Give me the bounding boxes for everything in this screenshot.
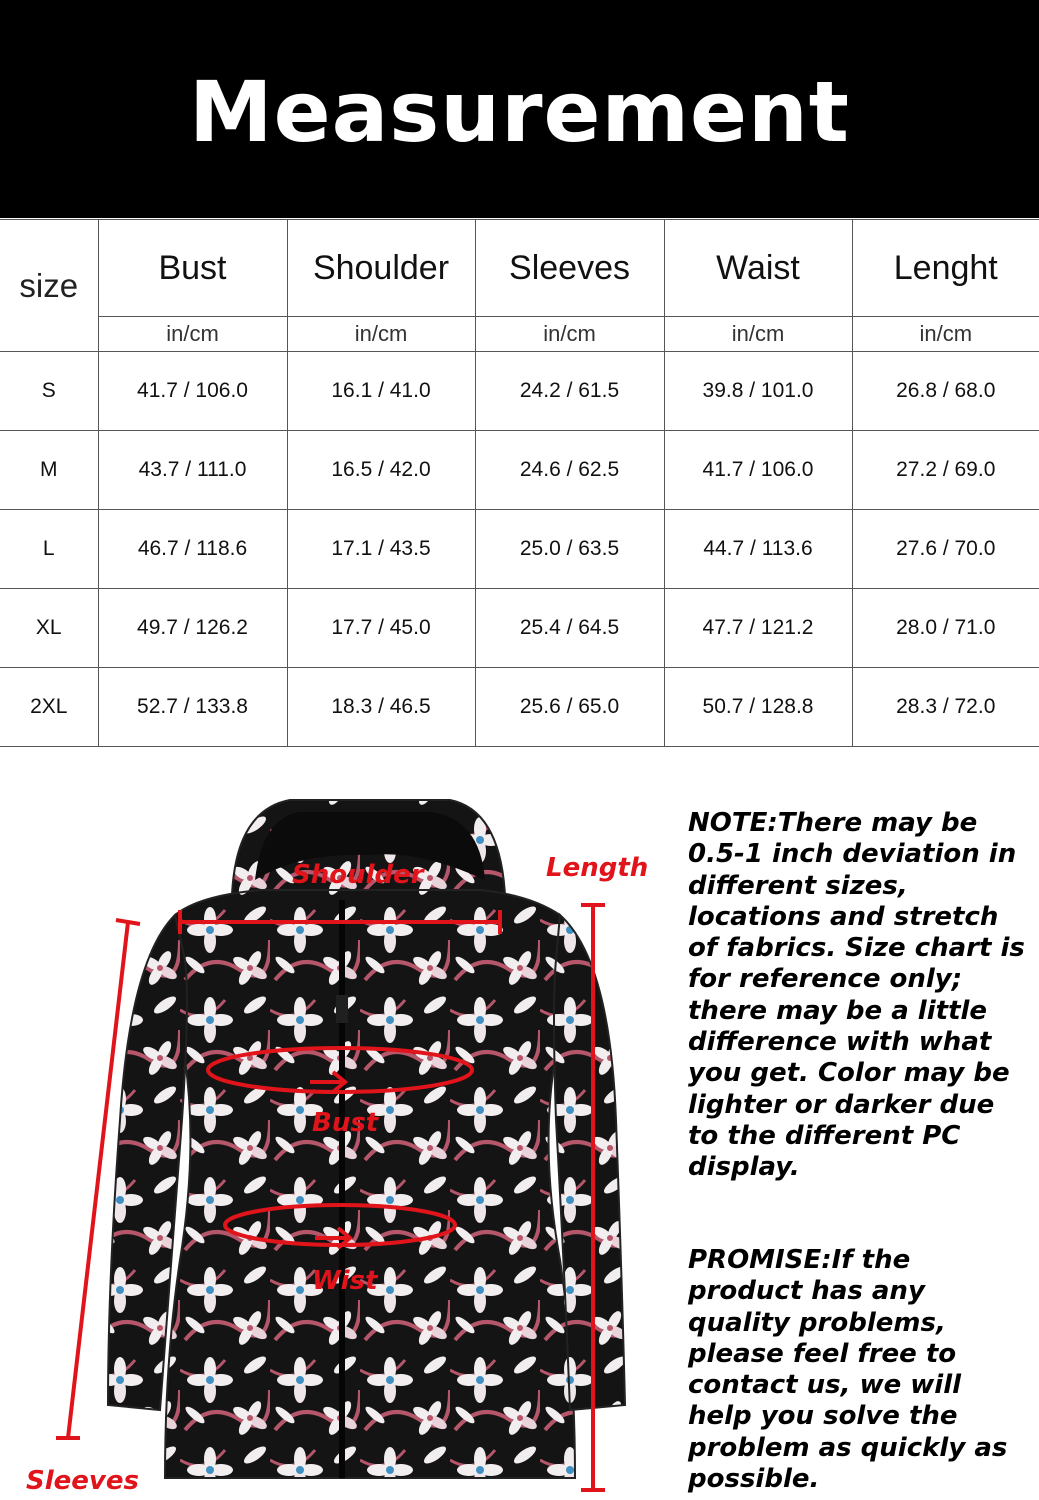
promise-text: PROMISE:If the product has any quality problems, please feel free to contact us, we will help you solve the problem as quickly as possible.	[688, 1245, 1008, 1495]
table-cell: 24.2 / 61.5	[475, 352, 664, 431]
table-cell: 25.6 / 65.0	[475, 668, 664, 747]
page-title: Measurement	[189, 63, 850, 161]
table-row	[0, 352, 1039, 431]
unit-label: in/cm	[98, 317, 287, 352]
table-cell: 27.6 / 70.0	[852, 510, 1039, 589]
unit-label: in/cm	[664, 317, 852, 352]
length-label: Length	[546, 853, 649, 883]
note-text: NOTE:There may be 0.5-1 inch deviation in different sizes, locations and stretch of fabrics. Size chart is for reference only; there may be a little difference with what you get. Color may be lighter or darker due to the different PC display.	[688, 808, 1025, 1183]
table-cell: 28.3 / 72.0	[852, 668, 1039, 747]
table-row	[0, 510, 1039, 589]
table-cell: 16.1 / 41.0	[287, 352, 475, 431]
size-cell: M	[0, 431, 98, 510]
shoulder-label: Shoulder	[292, 860, 424, 890]
table-cell: 41.7 / 106.0	[98, 352, 287, 431]
unit-label: in/cm	[287, 317, 475, 352]
table-cell: 41.7 / 106.0	[664, 431, 852, 510]
size-chart-table	[0, 219, 1039, 747]
table-cell: 25.4 / 64.5	[475, 589, 664, 668]
table-unit-row	[0, 317, 1039, 352]
waist-label: Wist	[312, 1266, 378, 1296]
size-cell: S	[0, 352, 98, 431]
size-cell: XL	[0, 589, 98, 668]
table-row	[0, 431, 1039, 510]
sleeves-label: Sleeves	[26, 1466, 139, 1496]
table-row	[0, 668, 1039, 747]
unit-label: in/cm	[852, 317, 1039, 352]
column-header-length: Lenght	[852, 220, 1039, 317]
table-row	[0, 589, 1039, 668]
table-cell: 18.3 / 46.5	[287, 668, 475, 747]
table-cell: 24.6 / 62.5	[475, 431, 664, 510]
size-cell: L	[0, 510, 98, 589]
table-cell: 28.0 / 71.0	[852, 589, 1039, 668]
table-cell: 43.7 / 111.0	[98, 431, 287, 510]
table-cell: 50.7 / 128.8	[664, 668, 852, 747]
table-header-row	[0, 220, 1039, 317]
unit-label: in/cm	[475, 317, 664, 352]
column-header-bust: Bust	[98, 220, 287, 317]
size-column-header: size	[0, 220, 98, 352]
table-cell: 46.7 / 118.6	[98, 510, 287, 589]
table-cell: 17.7 / 45.0	[287, 589, 475, 668]
table-cell: 39.8 / 101.0	[664, 352, 852, 431]
table-cell: 26.8 / 68.0	[852, 352, 1039, 431]
column-header-waist: Waist	[664, 220, 852, 317]
table-cell: 52.7 / 133.8	[98, 668, 287, 747]
table-cell: 25.0 / 63.5	[475, 510, 664, 589]
size-cell: 2XL	[0, 668, 98, 747]
bust-label: Bust	[312, 1108, 379, 1138]
table-cell: 16.5 / 42.0	[287, 431, 475, 510]
table-cell: 44.7 / 113.6	[664, 510, 852, 589]
column-header-sleeves: Sleeves	[475, 220, 664, 317]
table-cell: 27.2 / 69.0	[852, 431, 1039, 510]
column-header-shoulder: Shoulder	[287, 220, 475, 317]
table-cell: 49.7 / 126.2	[98, 589, 287, 668]
table-cell: 17.1 / 43.5	[287, 510, 475, 589]
table-cell: 47.7 / 121.2	[664, 589, 852, 668]
header-banner	[0, 0, 1039, 218]
